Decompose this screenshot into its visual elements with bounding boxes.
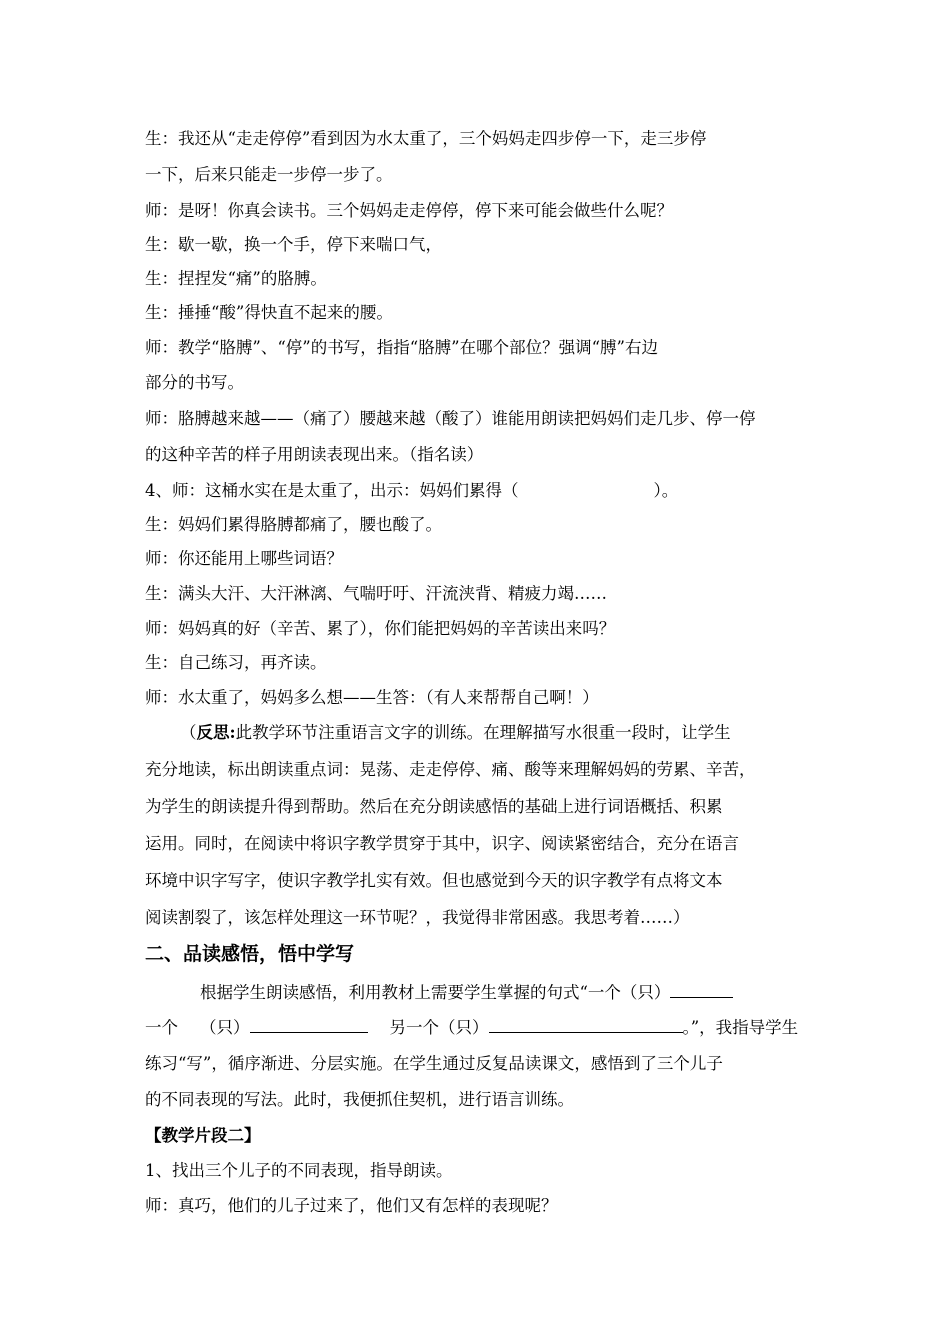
section-heading: 二、品读感悟，悟中学写 (145, 943, 355, 965)
text-line: 生：自己练习，再齐读。 (145, 653, 327, 672)
blank-underline (250, 1032, 368, 1033)
reflection-line: 充分地读，标出朗读重点词：晃荡、走走停停、痛、酸等来理解妈妈的劳累、辛苦， (145, 760, 756, 779)
reflection-line: 阅读割裂了，该怎样处理这一环节呢？，我觉得非常困惑。我思考着……） (145, 908, 690, 927)
text-line: 生：捏捏发“痛”的胳膊。 (145, 269, 327, 288)
pattern-word: 一个 (145, 1018, 178, 1037)
text-line: 生：妈妈们累得胳膊都痛了，腰也酸了。 (145, 515, 442, 534)
pattern-word: （只） (200, 1018, 250, 1037)
reflection-line: 环境中识字写字，使识字教学扎实有效。但也感觉到今天的识字教学有点将文本 (145, 871, 723, 890)
text-line: 部分的书写。 (145, 373, 244, 392)
reflection-label: 反思: (196, 723, 236, 742)
prompt-text: 4、师：这桶水实在是太重了，出示：妈妈们累得（ (145, 481, 519, 500)
text-line: 一下，后来只能走一步停一步了。 (145, 165, 393, 184)
text-line: 生：捶捶“酸”得快直不起来的腰。 (145, 303, 393, 322)
text-line-with-blank (145, 481, 815, 501)
text-line: 师：真巧，他们的儿子过来了，他们又有怎样的表现呢？ (145, 1196, 558, 1215)
text-line: 师：是呀！你真会读书。三个妈妈走走停停，停下来可能会做些什么呢？ (145, 201, 673, 220)
reflection-open-paren: （ (180, 723, 197, 742)
text-line: 练习“写”，循序渐进、分层实施。在学生通过反复品读课文，感悟到了三个儿子 (145, 1054, 723, 1073)
blank-underline (489, 1032, 683, 1033)
pattern-line-2 (145, 1018, 815, 1038)
segment-title: 【教学片段二】 (145, 1126, 261, 1145)
text-line: 1、找出三个儿子的不同表现，指导朗读。 (145, 1161, 453, 1180)
text-line: 的不同表现的写法。此时，我便抓住契机，进行语言训练。 (145, 1090, 574, 1109)
prompt-end: ）。 (653, 481, 679, 500)
text-line: 师：胳膊越来越——（痛了）腰越来越（酸了）谁能用朗读把妈妈们走几步、停一停 (145, 409, 756, 428)
pattern-word: 另一个（只） (389, 1018, 489, 1037)
text-line: 生：我还从“走走停停”看到因为水太重了，三个妈妈走四步停一下，走三步停 (145, 129, 707, 148)
text-line: 师：教学“胳膊”、“停”的书写，指指“胳膊”在哪个部位？强调“膊”右边 (145, 338, 658, 357)
text-line: 的这种辛苦的样子用朗读表现出来。（指名读） (145, 445, 484, 464)
blank-underline (670, 997, 733, 998)
pattern-text: 根据学生朗读感悟，利用教材上需要学生掌握的句式“一个（只） (200, 983, 671, 1002)
text-line: 生：歇一歇，换一个手，停下来喘口气， (145, 235, 442, 254)
text-line: 师：你还能用上哪些词语？ (145, 549, 343, 568)
text-line: 生：满头大汗、大汗淋漓、气喘吁吁、汗流浃背、精疲力竭…… (145, 584, 607, 603)
reflection-line: 为学生的朗读提升得到帮助。然后在充分朗读感悟的基础上进行词语概括、积累 (145, 797, 723, 816)
reflection-first-line (180, 723, 850, 743)
reflection-line: 运用。同时，在阅读中将识字教学贯穿于其中，识字、阅读紧密结合，充分在语言 (145, 834, 739, 853)
text-line: 师：水太重了，妈妈多么想——生答：（有人来帮帮自己啊！） (145, 688, 599, 707)
pattern-line-1 (200, 983, 810, 1003)
reflection-text: 此教学环节注重语言文字的训练。在理解描写水很重一段时，让学生 (235, 723, 731, 742)
text-line: 师：妈妈真的好（辛苦、累了），你们能把妈妈的辛苦读出来吗？ (145, 619, 616, 638)
pattern-text: 。”，我指导学生 (682, 1018, 799, 1037)
